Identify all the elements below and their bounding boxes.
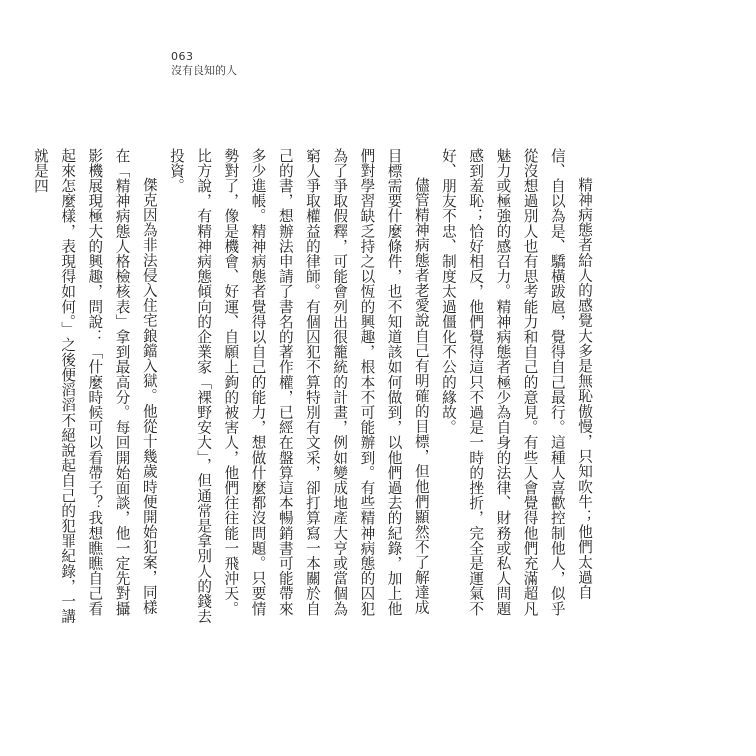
paragraph: 精神病態者給人的感覺大多是無恥傲慢，只知吹牛；他們太過自信、自以為是、驕橫跋扈，覺得自己最行。這種人喜歡控制他人，似乎從沒想過別人也有思考能力和自己的意見。有些人會覺得他們充滿超凡魅力或極強的感召力。精神病態者極少為自身的法律、財務或私人問題感到羞恥；恰好相反，他們覺得這只不過是一時的挫折，完全是運氣不好、朋友不忠、制度太過僵化不公的緣故。 [439, 148, 593, 617]
running-title: 沒有良知的人 [171, 64, 237, 77]
page-header [171, 50, 237, 78]
page-number: 063 [171, 50, 194, 63]
paragraph: 儘管精神病態者老愛說自己有明確的目標，但他們顯然不了解達成目標需要什麼條件，也不知道該如何做到，以他們過去的紀錄，加上他們對學習缺乏持之以恆的興趣，根本不可能辦到。有些精神病態的囚犯為了爭取假釋，可能會列出很籠統的計畫，例如變成地產大亨或當個為窮人爭取權益的律師。有個囚犯不算特別有文采，卻打算寫一本關於自己的書，想辦法申請了書名的著作權，已經在盤算這本暢銷書可能帶來多少進帳。精神病態者覺得以自己的能力，想做什麼都沒問題。只要情勢對了，像是機會、好運、自願上鉤的被害人，他們往往能一飛沖天。比方說，有精神病態傾向的企業家「裸野安大」，但通常是拿別人的錢去投資。 [167, 148, 430, 624]
body-text [27, 148, 598, 626]
paragraph: 傑克因為非法侵入住宅鋃鐺入獄。他從十幾歲時便開始犯案，同樣在「精神病態人格檢核表」拿到最高分。每回開始面談，他一定先對攝影機展現極大的興趣，問說：「什麼時候可以看帶子？我想瞧瞧自己看起來怎麼樣，表現得如何。」之後便滔滔不絕說起自己的犯罪紀錄，一講就是四 [31, 148, 158, 624]
